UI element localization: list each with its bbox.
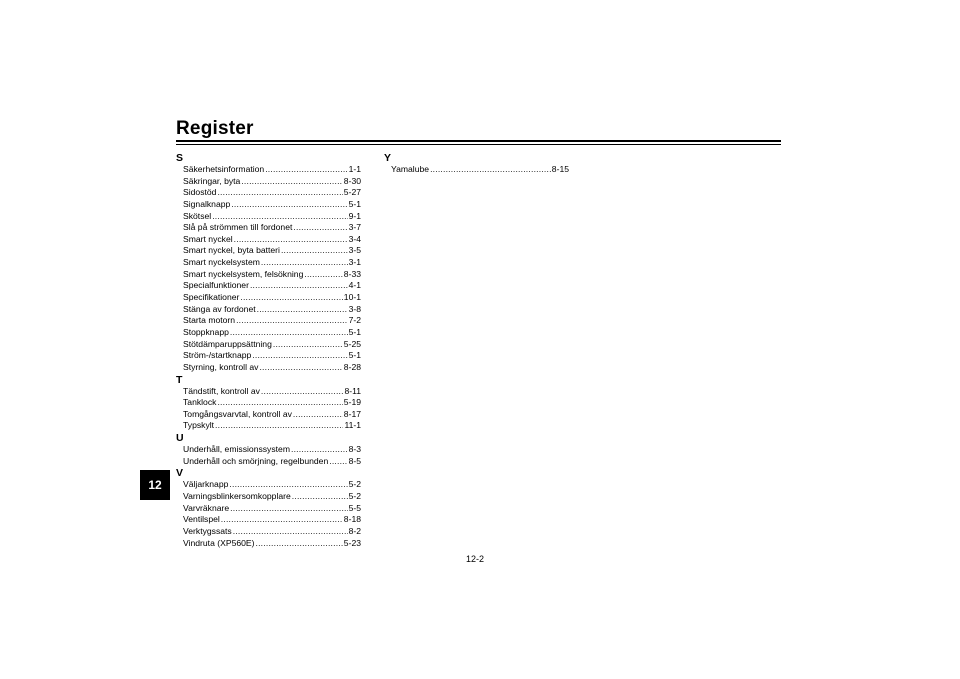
index-entry-label: Smart nyckel, byta batteri: [183, 245, 280, 256]
index-letter-heading: Y: [384, 152, 392, 164]
index-entry-label: Specialfunktioner: [183, 280, 249, 291]
index-entry-page: 5-27: [343, 187, 361, 198]
dot-leader: [250, 280, 348, 292]
index-entry-page: 5-1: [348, 350, 361, 361]
dot-leader: [229, 479, 347, 491]
index-entry-label: Slå på strömmen till fordonet: [183, 222, 293, 233]
dot-leader: [329, 456, 347, 468]
dot-leader: [261, 386, 344, 398]
index-entry-label: Styrning, kontroll av: [183, 361, 259, 372]
index-column-right: [384, 152, 569, 176]
index-entry-label: Verktygssats: [183, 525, 232, 536]
index-entry: [183, 292, 361, 304]
index-entry-page: 8-28: [343, 361, 361, 372]
index-entry-label: Stoppknapp: [183, 326, 229, 337]
index-entry: [183, 420, 361, 432]
index-entry-label: Tanklock: [183, 397, 217, 408]
index-entry-page: 3-7: [348, 222, 361, 233]
index-entry-label: Varvräknare: [183, 502, 230, 513]
header-rule-thick: [176, 140, 781, 142]
index-entry: [183, 222, 361, 234]
index-entry-label: Tomgångsvarvtal, kontroll av: [183, 408, 292, 419]
chapter-tab: 12: [140, 470, 170, 500]
index-entry-page: 8-11: [344, 385, 361, 396]
index-entry-page: 8-15: [551, 164, 569, 174]
index-entry-label: Vindruta (XP560E): [183, 537, 255, 548]
dot-leader: [291, 444, 348, 456]
index-entry-page: 8-18: [343, 514, 361, 525]
index-entry-label: Tändstift, kontroll av: [183, 385, 260, 396]
index-entry: [183, 444, 361, 456]
index-entry-page: 5-25: [343, 338, 361, 349]
dot-leader: [293, 222, 347, 234]
dot-leader: [273, 339, 343, 351]
index-entry-page: 5-23: [343, 537, 361, 548]
index-entry: [183, 211, 361, 223]
index-entry-label: Smart nyckelsystem: [183, 257, 260, 268]
index-entry-page: 11-1: [344, 420, 361, 431]
index-entry: [183, 456, 361, 468]
dot-leader: [233, 526, 348, 538]
dot-leader: [281, 245, 348, 257]
dot-leader: [221, 514, 343, 526]
index-entry: [183, 245, 361, 257]
dot-leader: [259, 362, 342, 374]
index-entry: [183, 386, 361, 398]
index-entry-label: Starta motorn: [183, 315, 236, 326]
index-entry: [183, 362, 361, 374]
index-entry: [183, 503, 361, 515]
dot-leader: [256, 538, 343, 550]
dot-leader: [252, 350, 347, 362]
dot-leader: [234, 234, 348, 246]
dot-leader: [292, 491, 348, 503]
index-letter-heading: S: [176, 152, 184, 164]
dot-leader: [231, 199, 347, 211]
page-number: 12-2: [466, 554, 485, 564]
index-entry-page: 5-1: [348, 326, 361, 337]
index-entry: [183, 304, 361, 316]
index-entry-label: Yamalube: [391, 164, 430, 174]
index-entry-page: 8-17: [343, 408, 361, 419]
dot-leader: [215, 420, 343, 432]
index-column-left: [176, 152, 361, 549]
dot-leader: [261, 257, 348, 269]
index-letter-heading: V: [176, 467, 184, 480]
index-letter-heading: T: [176, 373, 183, 386]
index-entry-page: 5-1: [348, 198, 361, 209]
index-entry-label: Sidostöd: [183, 187, 217, 198]
index-entry-label: Signalknapp: [183, 198, 231, 209]
index-entry-page: 8-33: [343, 268, 361, 279]
index-entry-label: Specifikationer: [183, 292, 240, 303]
index-entry: [183, 538, 361, 550]
index-entry-label: Säkringar, byta: [183, 175, 241, 186]
index-entry-page: 3-4: [348, 233, 361, 244]
index-entry-page: 8-5: [348, 455, 361, 466]
index-entry-page: 4-1: [348, 280, 361, 291]
index-entry: [183, 397, 361, 409]
index-entry-label: Underhåll och smörjning, regelbunden: [183, 455, 329, 466]
index-entry: [183, 479, 361, 491]
index-entry-label: Ventilspel: [183, 514, 220, 525]
index-entry-page: 5-19: [343, 397, 361, 408]
dot-leader: [257, 304, 348, 316]
index-entry: [183, 514, 361, 526]
index-entry-page: 5-2: [348, 491, 361, 502]
index-entry-page: 3-8: [348, 303, 361, 314]
index-entry: [183, 176, 361, 188]
index-entry-label: Skötsel: [183, 210, 212, 221]
index-entry-page: 10-1: [343, 292, 361, 303]
index-entry-label: Typskylt: [183, 420, 215, 431]
index-entry: [183, 187, 361, 199]
index-entry-label: Ström-/startknapp: [183, 350, 252, 361]
dot-leader: [217, 397, 342, 409]
index-entry: [183, 491, 361, 503]
index-entry-page: 8-30: [343, 175, 361, 186]
index-entry-page: 9-1: [348, 210, 361, 221]
index-entry-label: Underhåll, emissionssystem: [183, 444, 290, 455]
index-entry-label: Smart nyckelsystem, felsökning: [183, 268, 304, 279]
page-title: Register: [176, 118, 254, 139]
index-entry: [183, 257, 361, 269]
dot-leader: [230, 503, 347, 515]
index-entry-label: Smart nyckel: [183, 233, 233, 244]
dot-leader: [217, 187, 342, 199]
index-entry: [183, 315, 361, 327]
index-entry: [183, 234, 361, 246]
index-entry: [183, 339, 361, 351]
index-letter-heading: U: [176, 432, 184, 445]
index-entry-page: 7-2: [348, 315, 361, 326]
index-entry-page: 5-5: [348, 502, 361, 513]
index-entry-page: 1-1: [348, 164, 361, 174]
index-entry: [183, 199, 361, 211]
index-entry-label: Säkerhetsinformation: [183, 164, 265, 174]
index-entry-page: 5-2: [348, 479, 361, 490]
dot-leader: [241, 176, 342, 188]
dot-leader: [236, 315, 348, 327]
header-rule-thin: [176, 144, 781, 145]
index-entry-page: 8-2: [348, 525, 361, 536]
dot-leader: [240, 292, 342, 304]
index-entry-page: 3-1: [348, 257, 361, 268]
dot-leader: [265, 164, 347, 176]
index-entry: [183, 269, 361, 281]
index-entry: [183, 409, 361, 421]
index-entry-page: 3-5: [348, 245, 361, 256]
index-entry-label: Stänga av fordonet: [183, 303, 256, 314]
index-entry: [183, 526, 361, 538]
dot-leader: [293, 409, 343, 421]
index-entry-label: Väljarknapp: [183, 479, 229, 490]
dot-leader: [230, 327, 348, 339]
index-entry: [183, 327, 361, 339]
index-entry: [183, 164, 361, 176]
index-entry-label: Varningsblinkersomkopplare: [183, 491, 291, 502]
index-entry: [391, 164, 569, 176]
index-entry-page: 8-3: [348, 444, 361, 455]
dot-leader: [304, 269, 342, 281]
index-entry: [183, 350, 361, 362]
dot-leader: [212, 211, 347, 223]
dot-leader: [430, 164, 551, 176]
index-entry: [183, 280, 361, 292]
index-entry-label: Stötdämparuppsättning: [183, 338, 272, 349]
